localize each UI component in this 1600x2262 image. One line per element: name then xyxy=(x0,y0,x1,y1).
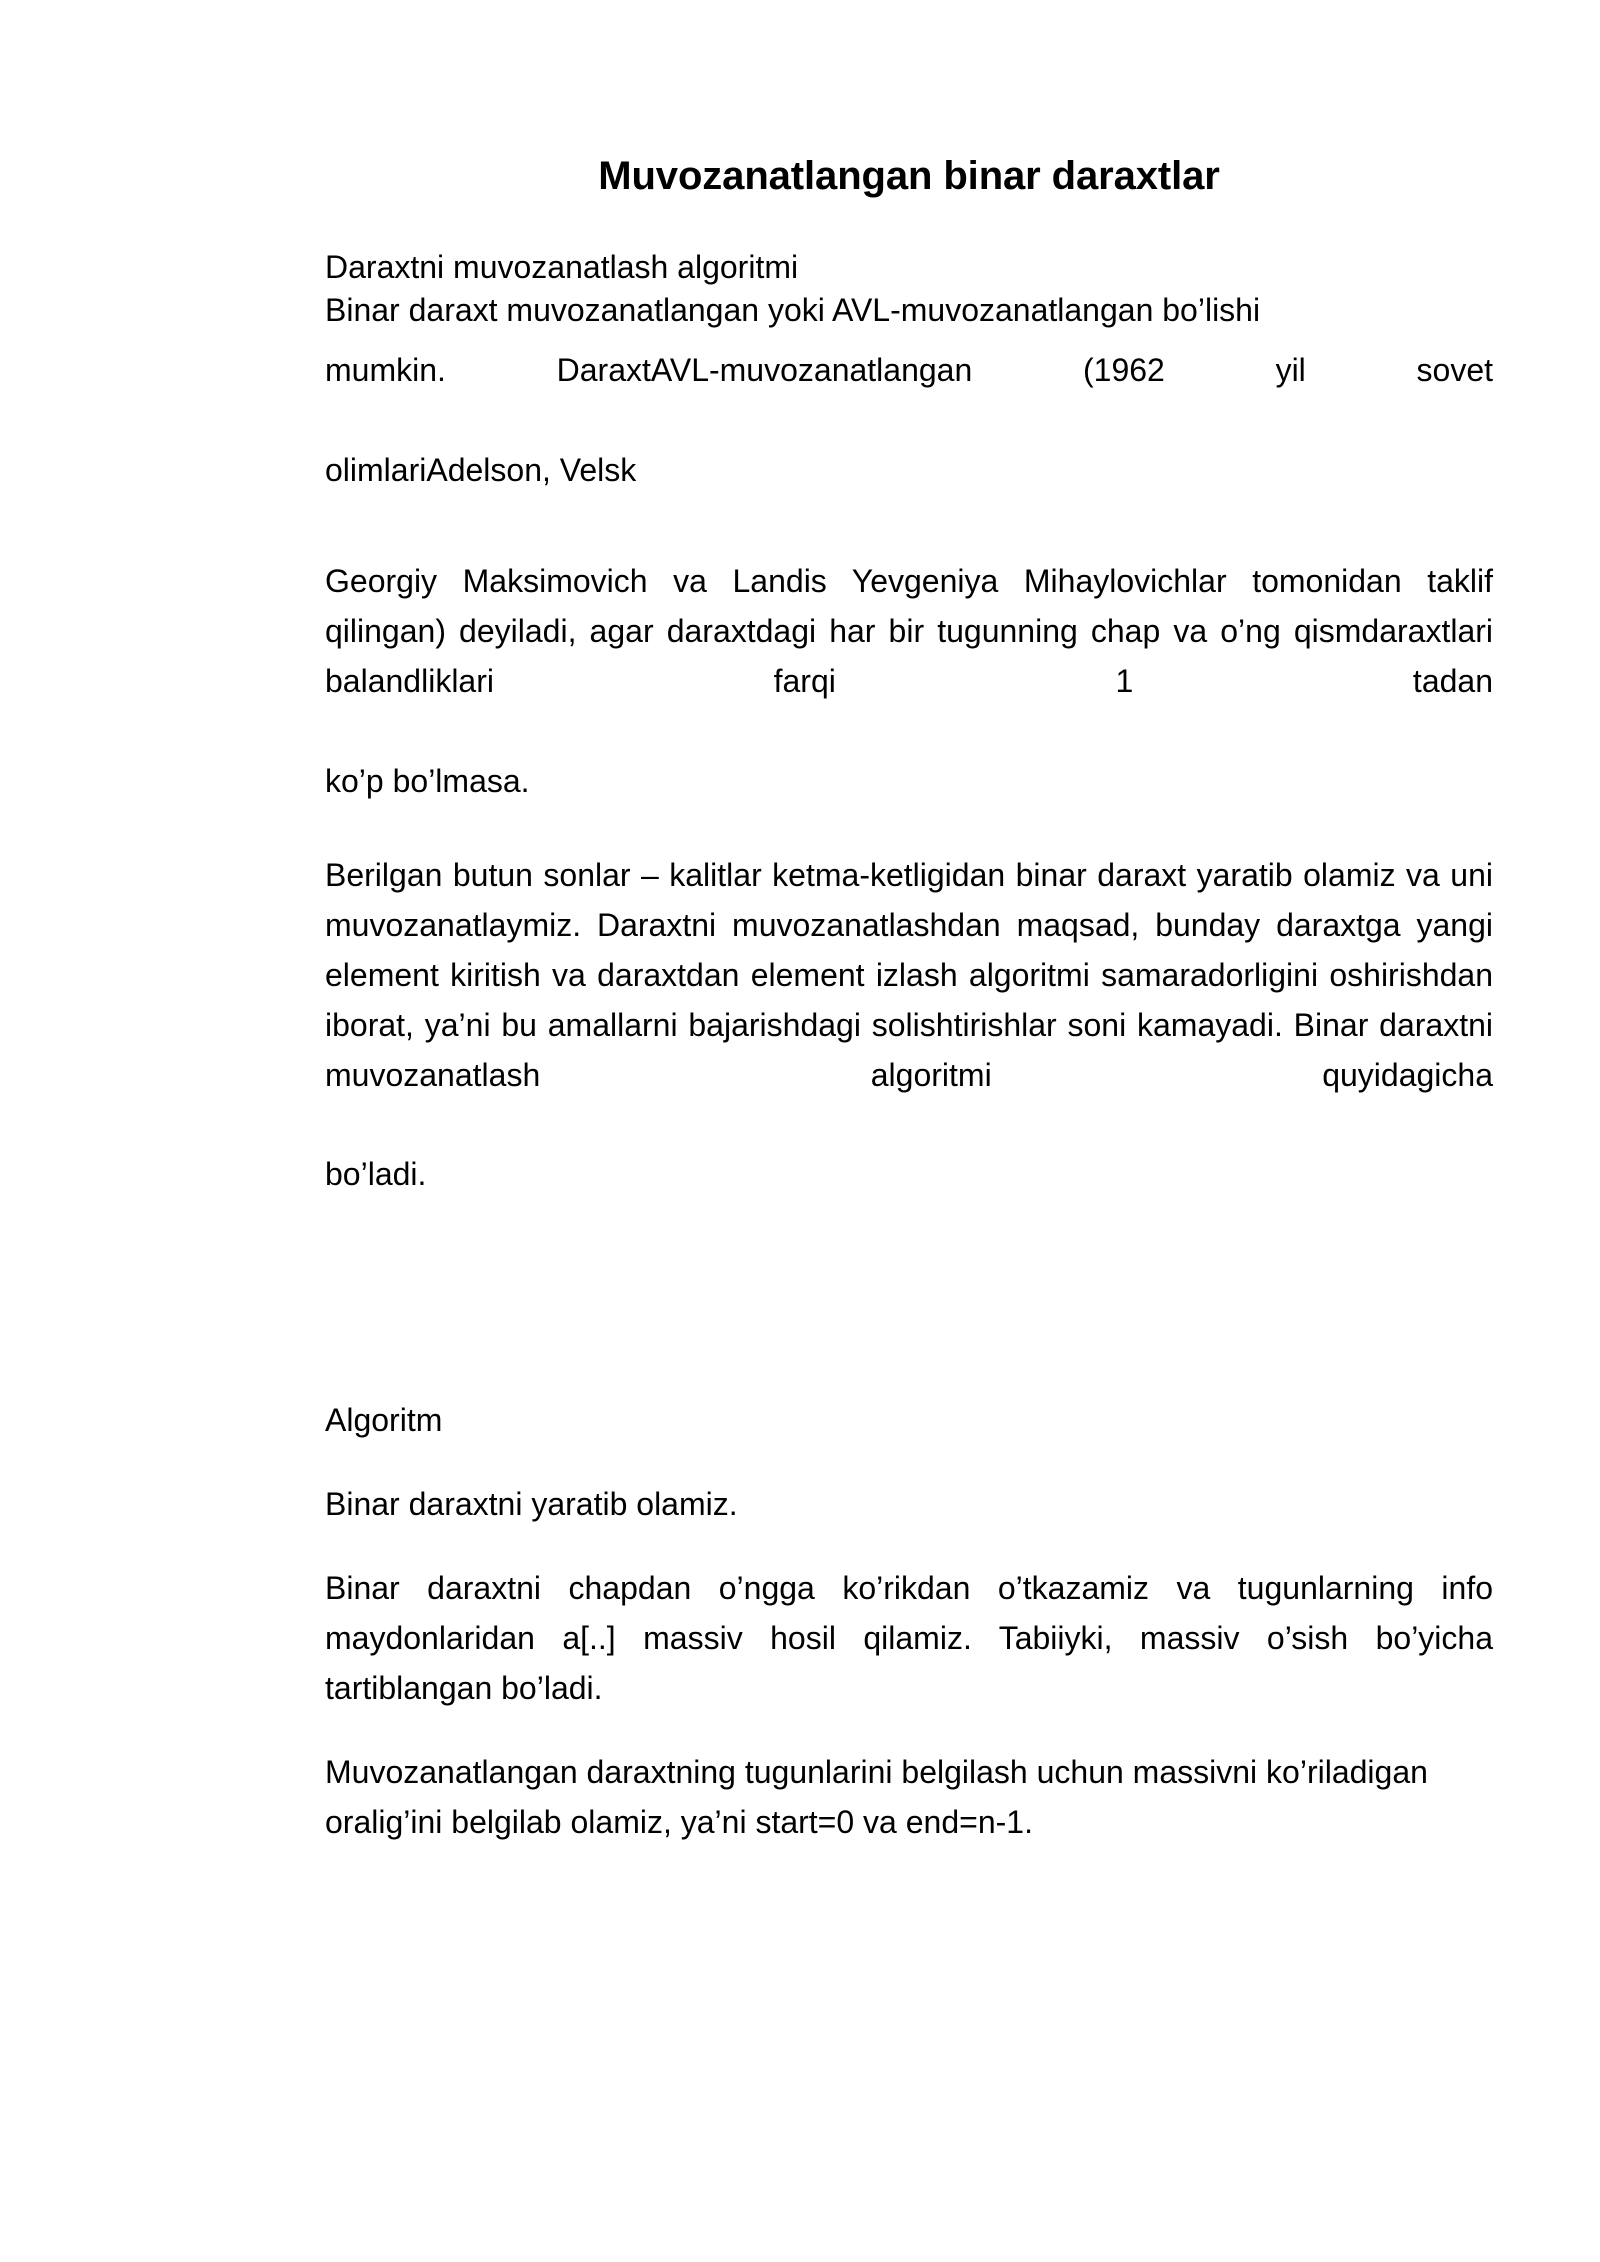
lead-line-4: olimlariAdelson, Velsk xyxy=(325,451,637,488)
lead-line-1: Daraxtni muvozanatlash algoritmi xyxy=(325,249,799,285)
paragraph-2-tail: bo’ladi. xyxy=(325,1156,427,1193)
spacer-before-algoritm-heading xyxy=(325,1200,1493,1396)
paragraph-3: Binar daraxtni yaratib olamiz. xyxy=(325,1486,738,1523)
lead-line-3-justified: mumkin. DaraxtAVL-muvozanatlangan (1962 yil sovet xyxy=(325,351,1493,388)
paragraph-1-body: Georgiy Maksimovich va Landis Yevgeniya Mihaylovichlar tomonidan taklif qilingan) deyiladi, agar daraxtdagi har bir tugunning chap va o’ng qismdaraxtlari balandliklari farqi 1 tadan xyxy=(325,563,1493,700)
spacer-after-paragraph-3 xyxy=(325,1530,1493,1564)
spacer-after-paragraph-1 xyxy=(325,807,1493,851)
spacer-after-lead xyxy=(325,495,1493,557)
spacer-after-paragraph-4 xyxy=(325,1714,1493,1748)
section-heading-algoritm: Algoritm xyxy=(325,1402,443,1439)
paragraph-1-tail: ko’p bo’lmasa. xyxy=(325,763,530,800)
lead-line-2: Binar daraxt muvozanatlangan yoki AVL-muvozanatlangan bo’lishi xyxy=(325,291,1261,328)
lead-block xyxy=(325,246,1493,332)
page-title: Muvozanatlangan binar daraxtlar xyxy=(598,154,1220,198)
spacer-after-algoritm-heading xyxy=(325,1446,1493,1480)
paragraph-4: Binar daraxtni chapdan o’ngga ko’rikdan o’tkazamiz va tugunlarning info maydonlaridan a[..] massiv hosil qilamiz. Tabiiyki, massiv o’sish bo’yicha tartiblangan bo’ladi. xyxy=(325,1570,1493,1706)
paragraph-5: Muvozanatlangan daraxtning tugunlarini belgilash uchun massivni ko’riladigan oralig’ini belgilab olamiz, ya’ni start=0 va end=n-1. xyxy=(325,1753,1428,1840)
paragraph-2-body: Berilgan butun sonlar – kalitlar ketma-ketligidan binar daraxt yaratib olamiz va uni muvozanatlaymiz. Daraxtni muvozanatlashdan maqsad, bunday daraxtga yangi element kiritish va daraxtdan element izlash algoritmi samaradorligini oshirishdan iborat, ya’ni bu amallarni bajarishdagi solishtirishlar soni kamayadi. Binar daraxtni muvozanatlash algoritmi quyidagicha xyxy=(325,857,1493,1093)
document-content xyxy=(325,0,1493,1848)
